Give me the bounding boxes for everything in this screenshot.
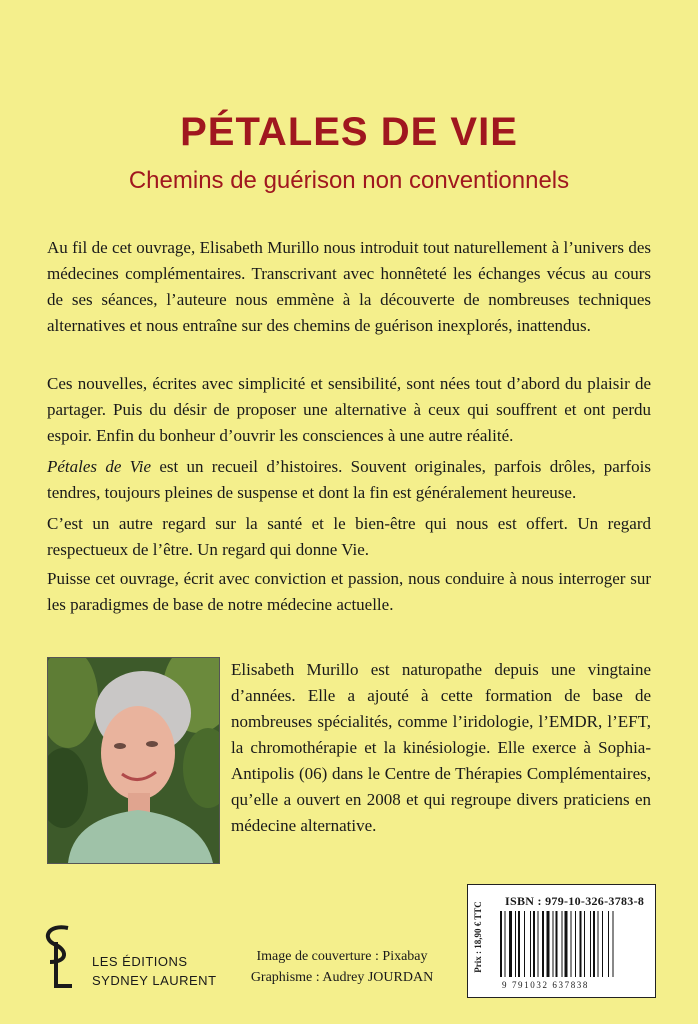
barcode-bar — [530, 911, 531, 977]
book-title-italic: Pétales de Vie — [47, 457, 152, 476]
book-subtitle: Chemins de guérison non conventionnels — [128, 167, 570, 194]
barcode-bar — [613, 911, 614, 977]
author-photo — [47, 657, 220, 864]
barcode-bar — [538, 911, 539, 977]
barcode-bar — [500, 911, 502, 977]
barcode-digits: 9 791032 637838 — [502, 980, 589, 990]
blurb-paragraph-3 — [47, 454, 651, 506]
cover-image-credit: Image de couverture : Pixabay — [256, 949, 428, 964]
blurb-paragraph-4: C’est un autre regard sur la santé et le bien-être qui nous est offert. Un regard respectueux de l’être. Un regard qui donne Vie. — [47, 514, 651, 559]
book-title: PÉTALES DE VIE — [180, 110, 518, 154]
publisher-logo — [38, 922, 78, 994]
barcode-bar — [590, 911, 591, 977]
barcode — [500, 911, 648, 983]
barcode-bar — [533, 911, 535, 977]
barcode-bar — [553, 911, 554, 977]
barcode-bar — [524, 911, 525, 977]
isbn-label: ISBN : 979-10-326-3783-8 — [505, 894, 645, 908]
barcode-bar — [547, 911, 550, 977]
price-label — [470, 888, 486, 992]
barcode-bar — [565, 911, 568, 977]
design-credit: Graphisme : Audrey JOURDAN — [250, 970, 434, 985]
barcode-bar — [556, 911, 558, 977]
barcode-bar — [593, 911, 595, 977]
publisher-line-1: LES ÉDITIONS — [92, 954, 188, 969]
barcode-bar — [584, 911, 585, 977]
blurb-paragraph-5: Puisse cet ouvrage, écrit avec conviction et passion, nous conduire à nous interroger sur les paradigmes de base de notre médecine actuelle. — [47, 569, 651, 614]
barcode-bar — [575, 911, 576, 977]
barcode-bar — [509, 911, 512, 977]
barcode-bar — [505, 911, 506, 977]
barcode-bar — [571, 911, 572, 977]
barcode-bar — [598, 911, 599, 977]
blurb-paragraph-2: Ces nouvelles, écrites avec simplicité et sensibilité, sont nées tout d’abord du plaisir de partager. Puis du désir de proposer une alternative à ceux qui souffrent et ont perdu espoir. Enfin du bonheur d’ouvrir les consciences à une autre réalité. — [47, 374, 651, 445]
barcode-bar — [580, 911, 582, 977]
barcode-bar — [602, 911, 603, 977]
publisher-name — [92, 952, 217, 990]
publisher-line-2: SYDNEY LAURENT — [92, 973, 217, 988]
barcode-bar — [562, 911, 563, 977]
credits — [227, 946, 457, 988]
price-text: Prix : 18,90 € TTC — [473, 901, 483, 973]
barcode-bar — [515, 911, 516, 977]
blurb-paragraph-1: Au fil de cet ouvrage, Elisabeth Murillo nous introduit tout naturellement à l’univers des médecines complémentaires. Transcrivant avec honnêteté les échanges vécus au cours de ses séances, l’auteure nous emmène à la découverte de nombreuses techniques alternatives et nous entraîne sur des chemins de guérison inexplorés, inattendus. — [47, 238, 651, 335]
author-bio: Elisabeth Murillo est naturopathe depuis une vingtaine d’années. Elle a ajouté à cette formation de base de nombreuses spécialités, comme l’iridologie, l’EMDR, l’EFT, la chromothérapie et la kinésiologie. Elle exerce à Sophia-Antipolis (06) dans le Centre de Thérapies Complémentaires, qu’elle a ouvert en 2008 et qui regroupe divers praticiens en médecine alternative. — [231, 660, 651, 835]
barcode-bar — [608, 911, 609, 977]
barcode-bar — [542, 911, 544, 977]
barcode-bar — [518, 911, 520, 977]
blurb-paragraph-3-text: est un recueil d’histoires. Souvent originales, parfois drôles, parfois tendres, toujours pleines de suspense et dont la fin est généralement heureuse. — [47, 457, 651, 502]
